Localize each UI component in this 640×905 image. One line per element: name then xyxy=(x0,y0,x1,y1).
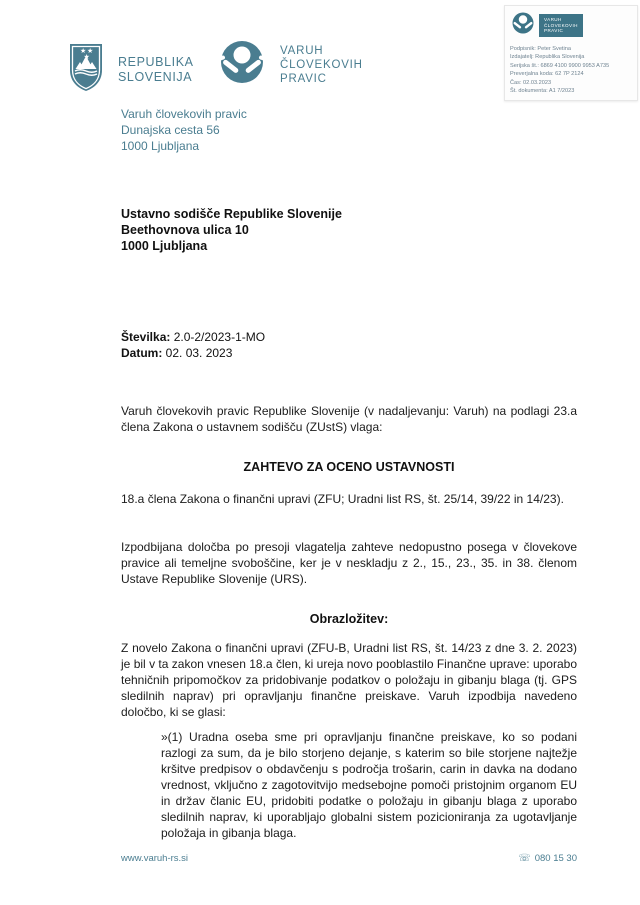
svg-text:★: ★ xyxy=(83,54,90,61)
stamp-varuh-eye-icon xyxy=(510,10,536,41)
sender-address xyxy=(121,106,247,154)
document-number xyxy=(121,329,265,345)
stamp-signature-details: Podpisnik: Peter Svetina Izdajatelj: Republika Slovenija Serijska št.: 6869 4100 9900 9953 A735 Preverjalna koda: 62 7P 2124 Čas: 02.03.2023 Št. dokumenta: A1 7/2023 xyxy=(510,46,610,95)
republika-slovenija-logo xyxy=(66,42,194,97)
stamp-banner: VARUH ČLOVEKOVIH PRAVIC xyxy=(539,14,583,37)
recipient-address xyxy=(121,206,342,254)
document-meta xyxy=(121,329,265,361)
varuh-label: VARUH ČLOVEKOVIH PRAVIC xyxy=(280,44,363,85)
varuh-eye-icon xyxy=(216,36,268,93)
phone-icon: ☏ xyxy=(518,853,531,864)
phone-number: 080 15 30 xyxy=(534,853,577,864)
date-label: Datum: xyxy=(121,346,163,360)
request-heading: ZAHTEVO ZA OCENO USTAVNOSTI xyxy=(243,460,455,474)
intro-paragraph: Varuh človekovih pravic Republike Slovenije (v nadaljevanju: Varuh) na podlagi 23.a člena Zakona o ustavnem sodišču (ZUstS) vlaga: xyxy=(121,404,577,434)
republika-slovenija-label: REPUBLIKA SLOVENIJA xyxy=(118,54,194,84)
quoted-provision: »(1) Uradna oseba sme pri opravljanju finančne preiskave, ko so podani razlogi za sum, da je bilo storjeno dejanje, s katerim so bile storjene najtežje kršitve predpisov o obdavčenju s področja trošarin, carin in davka na dodano vrednost, vključno z zagotovitvijo medsebojne pomoči pristojnim organom EU in držav članic EU, pridobiti podatke o položaju in gibanju blaga z uporabo sledilnih naprav, ki uporabljajo globalni sistem pozicioniranja za ugotavljanje položaja in gibanja blaga. xyxy=(161,730,577,840)
date-value: 02. 03. 2023 xyxy=(162,346,233,360)
recipient-line: 1000 Ljubljana xyxy=(121,239,208,253)
varuh-logo xyxy=(216,36,363,93)
number-label: Številka: xyxy=(121,330,171,344)
article-paragraph: 18.a člena Zakona o finančni upravi (ZFU; Uradni list RS, št. 25/14, 39/22 in 14/23). xyxy=(121,492,564,506)
digital-signature-stamp xyxy=(504,5,638,101)
number-value: 2.0-2/2023-1-MO xyxy=(170,330,266,344)
svg-text:★: ★ xyxy=(80,48,87,55)
explanation-heading: Obrazložitev: xyxy=(309,612,389,626)
phone-contact xyxy=(518,853,577,864)
recipient-line: Beethovnova ulica 10 xyxy=(121,223,249,237)
page-footer xyxy=(121,853,577,864)
coat-of-arms-icon xyxy=(66,42,106,97)
recipient-line: Ustavno sodišče Republike Slovenije xyxy=(121,207,342,221)
sender-line: Dunajska cesta 56 xyxy=(121,123,220,137)
sender-line: Varuh človekovih pravic xyxy=(121,107,247,121)
document-date xyxy=(121,345,265,361)
novela-paragraph: Z novelo Zakona o finančni upravi (ZFU-B, Uradni list RS, št. 14/23 z dne 3. 2. 2023) je bil v ta zakon vnesen 18.a člen, ki ureja novo pooblastilo Finančne uprave: uporabo tehničnih pripomočkov za pridobivanje podatkov o položaju in gibanju blaga (tj. GPS sledilnih naprav) pri opravljanju finančne preiskave. Varuh izpodbija navedeno določbo, ki se glasi: xyxy=(121,641,577,719)
challenge-paragraph: Izpodbijana določba po presoji vlagatelja zahteve nedopustno posega v človekove pravice ali temeljne svoboščine, ker je v neskladju z 2., 15., 23., 35. in 38. členom Ustave Republike Slovenije (URS). xyxy=(121,540,577,586)
svg-text:★: ★ xyxy=(87,48,94,55)
website-link[interactable]: www.varuh-rs.si xyxy=(121,853,189,864)
sender-line: 1000 Ljubljana xyxy=(121,139,200,153)
